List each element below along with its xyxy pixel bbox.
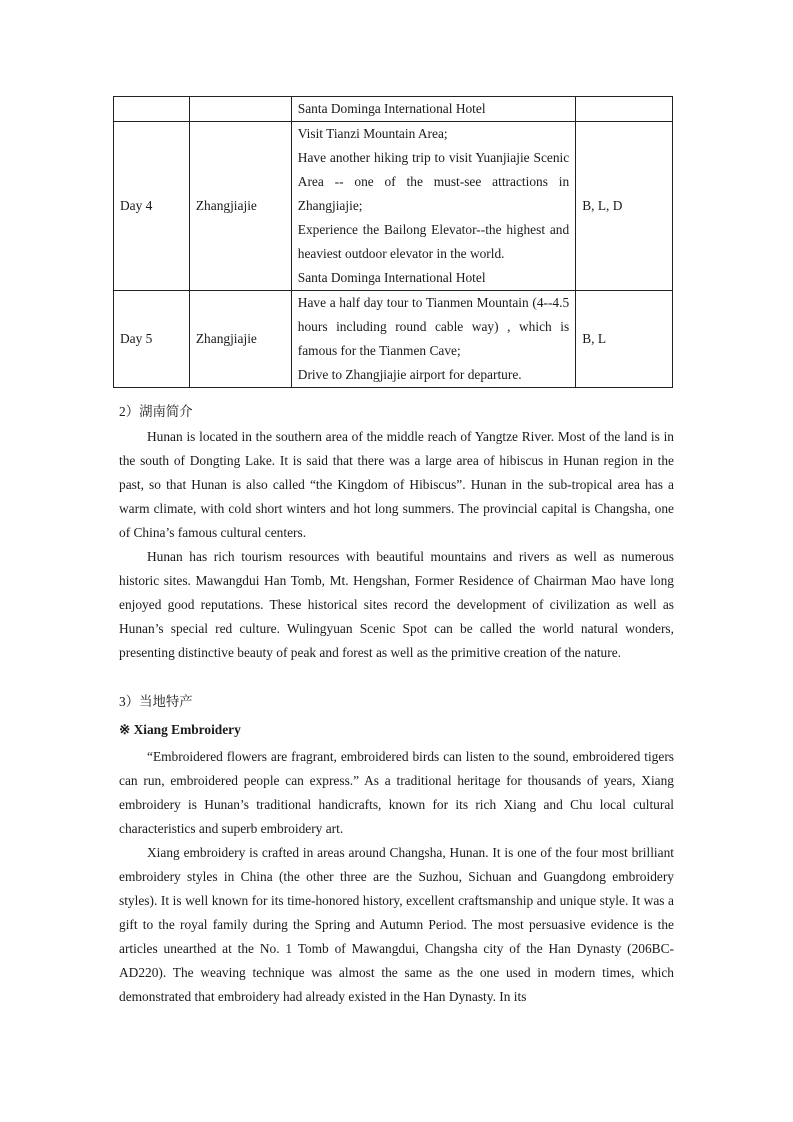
place-cell [189, 97, 291, 122]
section-heading-hunan-intro: 2）湖南简介 [119, 404, 193, 419]
paragraph: “Embroidered flowers are fragrant, embroidered birds can listen to the sound, embroidered tigers can run, embroidered people can express.” As a traditional heritage for thousands of years, Xiang embroidery is Hunan’s traditional handicrafts, known for its rich Xiang and Chu local cultural characteristics and superb embroidery art. [119, 749, 674, 836]
paragraph: Hunan has rich tourism resources with beautiful mountains and rivers as well as numerous historic sites. Mawangdui Han Tomb, Mt. Hengshan, Former Residence of Chairman Mao have long enjoyed good reputations. These historical sites record the development of civilization as well as Hunan’s special red culture. Wulingyuan Scenic Spot can be called the world natural wonders, presenting distinctive beauty of peak and forest as well as the primitive creation of the nature. [119, 549, 674, 660]
paragraph: Hunan is located in the southern area of the middle reach of Yangtze River. Most of the land is in the south of Dongting Lake. It is said that there was a large area of hibiscus in Hunan region in the past, so that Hunan is also called “the Kingdom of Hibiscus”. Hunan in the sub-tropical area has a warm climate, with cold short winters and hot long summers. The provincial capital is Changsha, one of China’s famous cultural centers. [119, 429, 674, 540]
activity-line: Santa Dominga International Hotel [297, 270, 486, 285]
activity-line: Santa Dominga International Hotel [297, 101, 486, 116]
activity-line: Experience the Bailong Elevator--the highest and heaviest outdoor elevator in the world. [297, 222, 570, 261]
activities-cell [291, 291, 575, 388]
activity-line: Have another hiking trip to visit Yuanjiajie Scenic Area -- one of the must-see attractions in Zhangjiajie; [297, 150, 570, 213]
activity-line: Have a half day tour to Tianmen Mountain (4--4.5 hours including round cable way) , which is famous for the Tianmen Cave; [297, 295, 570, 358]
table-row [114, 97, 673, 122]
place-cell: Zhangjiajie [189, 291, 291, 388]
table-row [114, 122, 673, 291]
activities-cell [291, 97, 575, 122]
activities-cell [291, 122, 575, 291]
activity-line: Visit Tianzi Mountain Area; [297, 126, 448, 141]
activity-line: Drive to Zhangjiajie airport for departure. [297, 367, 522, 382]
meals-cell [576, 97, 673, 122]
day-cell: Day 5 [114, 291, 190, 388]
day-cell [114, 97, 190, 122]
paragraph: Xiang embroidery is crafted in areas around Changsha, Hunan. It is one of the four most brilliant embroidery styles in China (the other three are the Suzhou, Sichuan and Guangdong embroidery styles). It is well known for its time-honored history, excellent craftsmanship and unique style. It was a gift to the royal family during the Spring and Autumn Period. The most persuasive evidence is the articles unearthed at the No. 1 Tomb of Mawangdui, Changsha city of the Han Dynasty (206BC-AD220). The weaving technique was almost the same as the one used in modern times, which demonstrated that embroidery had already existed in the Han Dynasty. In its [119, 845, 674, 1004]
table-row [114, 291, 673, 388]
subheading-xiang-embroidery: ※ Xiang Embroidery [119, 722, 241, 737]
itinerary-table [113, 96, 673, 388]
place-cell: Zhangjiajie [189, 122, 291, 291]
section-heading-local-specialties: 3）当地特产 [119, 694, 193, 709]
day-cell: Day 4 [114, 122, 190, 291]
meals-cell: B, L [576, 291, 673, 388]
meals-cell: B, L, D [576, 122, 673, 291]
